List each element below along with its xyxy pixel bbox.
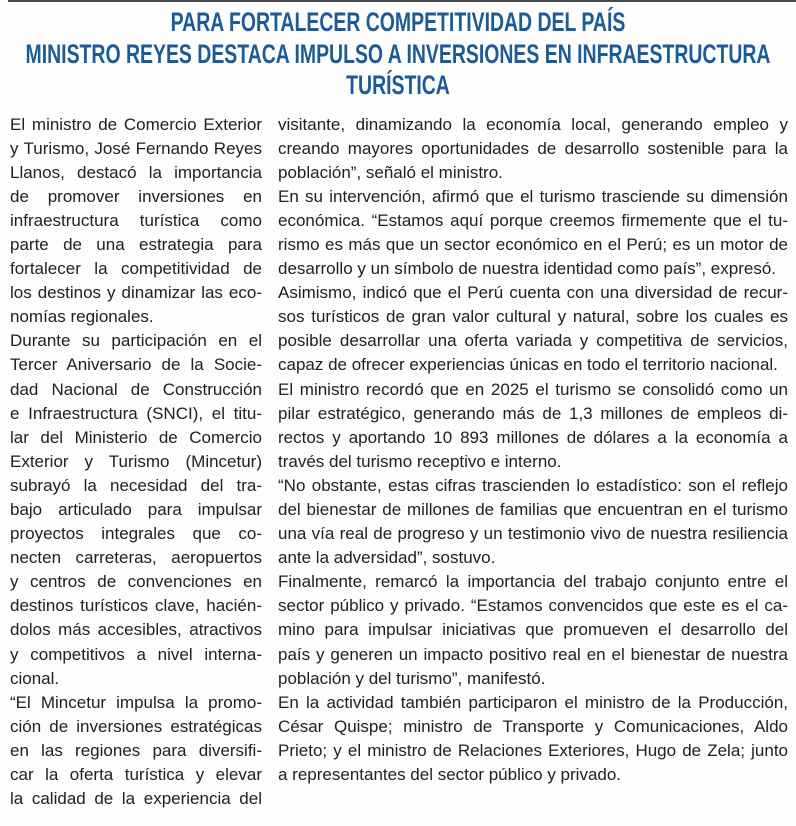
right-column [278, 113, 788, 812]
text-line: Finalmente, remarcó la importancia del trabajo conjunto entre el [278, 572, 788, 592]
text-line: y competitivos a nivel interna- [10, 644, 262, 664]
text-line: El ministro recordó que en 2025 el turismo se consolidó como un [278, 379, 788, 399]
text-line: “El Mincetur impulsa la promo- [10, 692, 262, 712]
text-line: de promover inversiones en [10, 186, 262, 206]
text-line: Tercer Aniversario de la Socie- [10, 355, 262, 375]
text-line: dad Nacional de Construcción [10, 379, 262, 399]
text-line: población y del turismo”, manifestó. [278, 668, 546, 688]
text-line: necten carreteras, aeropuertos [10, 548, 262, 568]
text-line: capaz de ofrecer experiencias únicas en todo el territorio nacional. [278, 355, 778, 375]
article-body [0, 113, 796, 812]
text-line: subrayó la necesidad del tra- [10, 475, 262, 495]
text-line: visitante, dinamizando la economía local, generando empleo y [278, 114, 788, 134]
text-line: través del turismo receptivo e interno. [278, 451, 562, 471]
text-line: posible desarrollar una oferta variada y competitiva de servicios, [278, 331, 788, 351]
text-line: pilar estratégico, generando más de 1,3 millones de empleos di- [278, 403, 788, 423]
text-line: Exterior y Turismo (Mincetur) [10, 451, 262, 471]
text-line: parte de una estrategia para [10, 234, 262, 254]
text-line: en las regiones para diversifi- [10, 740, 262, 760]
headline-line-2: MINISTRO REYES DESTACA IMPULSO A INVERSIONES EN INFRAESTRUCTURA [25, 38, 771, 69]
text-line: la calidad de la experiencia del [10, 789, 262, 809]
text-line: Llanos, destacó la importancia [10, 162, 262, 182]
text-line: Asimismo, indicó que el Perú cuenta con una diversidad de recur- [278, 283, 788, 303]
text-line: Prieto; y el ministro de Relaciones Exteriores, Hugo de Zela; junto [278, 740, 788, 760]
text-line: destinos turísticos clave, hacién- [10, 596, 262, 616]
text-line: El ministro de Comercio Exterior [10, 114, 262, 134]
text-line: rismo es más que un sector económico en el Perú; es un motor de [278, 234, 788, 254]
text-line: económica. “Estamos aquí porque creemos firmemente que el tu- [278, 210, 788, 230]
text-line: país y generen un impacto positivo real en el bienestar de nuestra [278, 644, 788, 664]
headline [0, 0, 796, 102]
text-line: infraestructura turística como [10, 210, 262, 230]
text-line: bajo articulado para impulsar [10, 500, 262, 519]
text-line: mino para impulsar iniciativas que promueven el desarrollo del [278, 620, 788, 640]
left-column [10, 113, 262, 812]
text-line: sector público y privado. “Estamos convencidos que este es el ca- [278, 596, 788, 616]
text-line: fortalecer la competitividad de [10, 259, 262, 279]
headline-line-3: TURÍSTICA [346, 70, 450, 100]
text-line: Durante su participación en el [10, 331, 262, 351]
text-line: una vía real de progreso y un testimonio vivo de nuestra resiliencia [278, 524, 788, 544]
text-line: car la oferta turística y elevar [10, 765, 262, 785]
text-line: ante la adversidad”, sostuvo. [278, 548, 496, 568]
text-line: rectos y aportando 10 893 millones de dólares a la economía a [278, 427, 788, 447]
text-line: En su intervención, afirmó que el turismo trasciende su dimensión [278, 186, 788, 206]
headline-line-1: PARA FORTALECER COMPETITIVIDAD DEL PAÍS [170, 7, 626, 37]
text-line: y Turismo, José Fernando Reyes [10, 138, 262, 158]
text-line: del bienestar de millones de familias que encuentran en el turismo [278, 500, 788, 519]
text-line: sos turísticos de gran valor cultural y natural, sobre los cuales es [278, 307, 788, 327]
text-line: creando mayores oportunidades de desarrollo sostenible para la [278, 138, 788, 158]
text-line: cional. [10, 668, 60, 688]
text-line: e Infraestructura (SNCI), el titu- [10, 403, 262, 423]
text-line: En la actividad también participaron el ministro de la Producción, [278, 692, 788, 712]
text-line: ción de inversiones estratégicas [10, 716, 262, 736]
text-line: y centros de convenciones en [10, 572, 262, 592]
text-line: nomías regionales. [10, 307, 154, 327]
text-line: a representantes del sector público y privado. [278, 765, 622, 785]
text-line: dolos más accesibles, atractivos [10, 620, 262, 640]
text-line: “No obstante, estas cifras trascienden lo estadístico: son el reflejo [278, 475, 788, 495]
text-line: proyectos integrales que co- [10, 524, 262, 544]
text-line: los destinos y dinamizar las eco- [10, 283, 262, 303]
text-line: lar del Ministerio de Comercio [10, 427, 262, 447]
text-line: población”, señaló el ministro. [278, 162, 503, 182]
text-line: desarrollo y un símbolo de nuestra identidad como país”, expresó. [278, 259, 776, 279]
text-line: César Quispe; ministro de Transporte y Comunicaciones, Aldo [278, 716, 788, 736]
